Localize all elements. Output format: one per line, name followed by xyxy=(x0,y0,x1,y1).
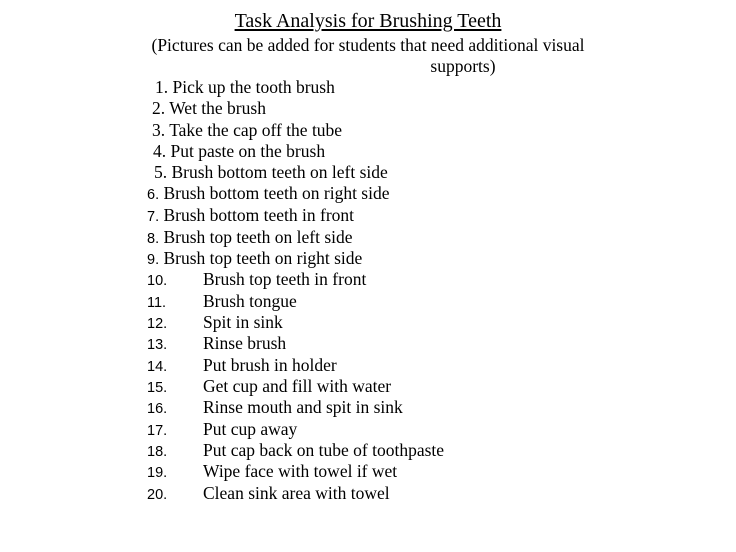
step-text: Pick up the tooth brush xyxy=(172,77,335,97)
step-number: 18. xyxy=(147,444,168,460)
list-item xyxy=(147,419,297,442)
step-text: Brush bottom teeth in front xyxy=(163,205,355,225)
step-number: 20. xyxy=(147,487,168,503)
step-number: 6. xyxy=(147,187,160,203)
step-text: Rinse mouth and spit in sink xyxy=(203,397,403,417)
step-number: 1. xyxy=(155,77,169,97)
subtitle-line-2: supports) xyxy=(430,56,496,76)
list-item xyxy=(147,440,444,463)
list-item xyxy=(147,397,403,420)
step-text: Put cap back on tube of toothpaste xyxy=(203,440,445,460)
step-text: Brush tongue xyxy=(203,291,297,311)
list-item xyxy=(147,183,390,206)
step-text: Spit in sink xyxy=(203,312,283,332)
list-item xyxy=(154,162,388,183)
step-text: Clean sink area with towel xyxy=(203,483,390,503)
list-item xyxy=(147,376,391,399)
step-number: 8. xyxy=(147,231,160,247)
subtitle xyxy=(0,35,736,77)
list-item xyxy=(152,120,342,141)
step-number: 2. xyxy=(152,98,166,118)
step-number: 11. xyxy=(147,295,167,311)
step-text: Wipe face with towel if wet xyxy=(203,461,398,481)
step-number: 3. xyxy=(152,120,166,140)
list-item xyxy=(147,312,283,335)
step-text: Brush bottom teeth on right side xyxy=(163,183,390,203)
step-number: 9. xyxy=(147,252,160,268)
step-number: 13. xyxy=(147,337,168,353)
list-item xyxy=(147,291,297,314)
list-item xyxy=(152,98,266,119)
page-title-text: Task Analysis for Brushing Teeth xyxy=(234,10,502,32)
step-number: 12. xyxy=(147,316,168,332)
step-number: 14. xyxy=(147,359,168,375)
step-number: 5. xyxy=(154,162,168,182)
subtitle-line-1: (Pictures can be added for students that need additional visual xyxy=(151,35,585,55)
list-item xyxy=(147,461,397,484)
step-number: 10. xyxy=(147,273,168,289)
step-number: 7. xyxy=(147,209,160,225)
step-text: Put brush in holder xyxy=(203,355,337,375)
step-text: Get cup and fill with water xyxy=(203,376,392,396)
step-text: Brush top teeth on right side xyxy=(163,248,363,268)
list-item xyxy=(155,77,335,98)
page-title xyxy=(0,9,736,33)
step-text: Brush top teeth on left side xyxy=(163,227,353,247)
step-number: 19. xyxy=(147,465,168,481)
step-number: 17. xyxy=(147,423,168,439)
list-item xyxy=(147,483,390,506)
step-text: Put cup away xyxy=(203,419,298,439)
step-number: 15. xyxy=(147,380,168,396)
step-text: Put paste on the brush xyxy=(170,141,326,161)
step-text: Brush bottom teeth on left side xyxy=(171,162,388,182)
step-text: Wet the brush xyxy=(169,98,266,118)
step-text: Rinse brush xyxy=(203,333,287,353)
step-text: Brush top teeth in front xyxy=(203,269,367,289)
step-text: Take the cap off the tube xyxy=(169,120,343,140)
list-item xyxy=(147,333,286,356)
step-number: 4. xyxy=(153,141,167,161)
step-number: 16. xyxy=(147,401,168,417)
list-item xyxy=(147,227,353,250)
list-item xyxy=(153,141,325,162)
list-item xyxy=(147,355,337,378)
list-item xyxy=(147,205,354,228)
list-item xyxy=(147,248,362,271)
list-item xyxy=(147,269,366,292)
